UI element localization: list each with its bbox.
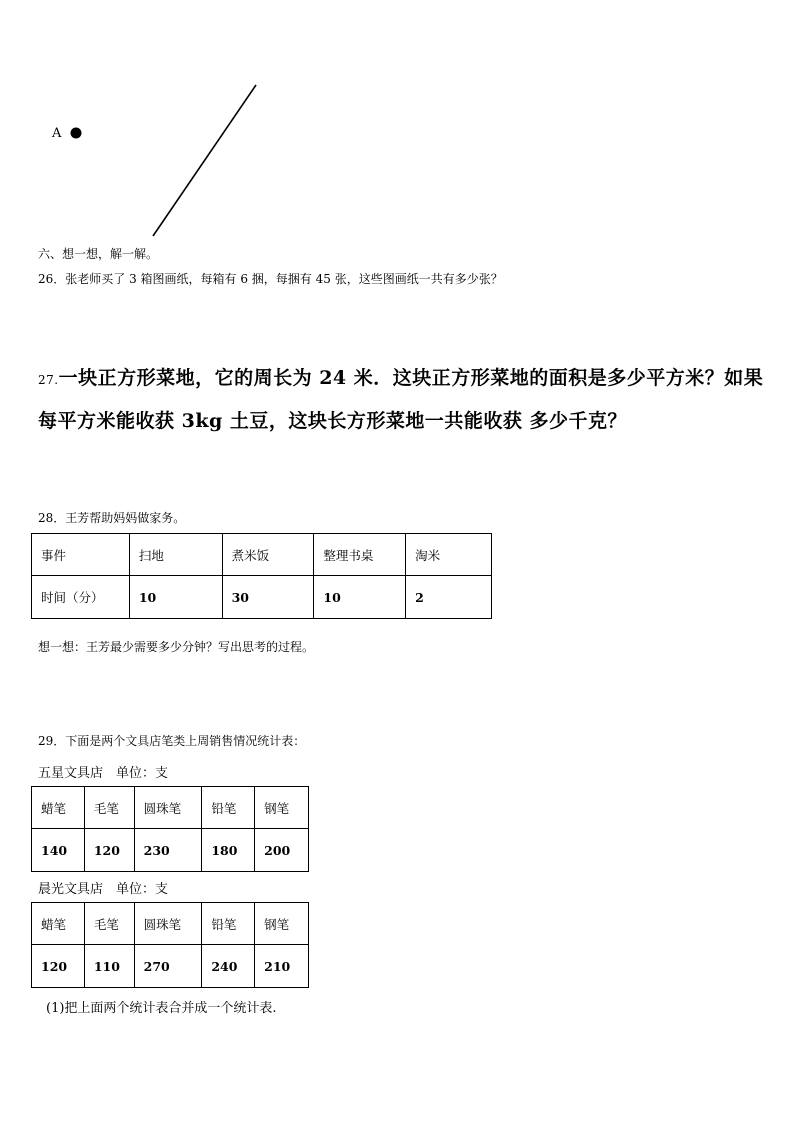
table-cell: 铅笔 bbox=[202, 903, 255, 945]
table-cell: 事件 bbox=[32, 534, 130, 576]
table-cell: 230 bbox=[134, 829, 202, 872]
table-cell: 扫地 bbox=[129, 534, 222, 576]
table-cell: 110 bbox=[84, 945, 134, 988]
question-28-prompt: 想一想：王芳最少需要多少分钟？写出思考的过程。 bbox=[38, 640, 315, 654]
table-cell: 整理书桌 bbox=[314, 534, 406, 576]
table-cell: 270 bbox=[134, 945, 202, 988]
table-cell: 140 bbox=[32, 829, 85, 872]
table-row bbox=[32, 576, 492, 619]
table-row bbox=[32, 903, 309, 945]
table-cell: 240 bbox=[202, 945, 255, 988]
point-a-label: A bbox=[52, 126, 62, 141]
table-row bbox=[32, 829, 309, 872]
question-26: 26．张老师买了 3 箱图画纸，每箱有 6 捆，每捆有 45 张，这些图画纸一共有多少张？ bbox=[38, 272, 503, 286]
table-cell: 10 bbox=[314, 576, 406, 619]
table-cell: 毛笔 bbox=[84, 903, 134, 945]
table-cell: 200 bbox=[255, 829, 309, 872]
store2-caption: 晨光文具店 单位：支 bbox=[38, 882, 169, 897]
table-cell: 180 bbox=[202, 829, 255, 872]
table-cell: 钢笔 bbox=[255, 903, 309, 945]
store1-table bbox=[31, 786, 309, 872]
store1-caption: 五星文具店 单位：支 bbox=[38, 766, 169, 781]
table-row bbox=[32, 945, 309, 988]
store2-table bbox=[31, 902, 309, 988]
table-cell: 120 bbox=[32, 945, 85, 988]
table-cell: 120 bbox=[84, 829, 134, 872]
table-cell: 10 bbox=[129, 576, 222, 619]
table-cell: 钢笔 bbox=[255, 787, 309, 829]
section-heading: 六、想一想，解一解。 bbox=[38, 247, 159, 261]
table-cell: 210 bbox=[255, 945, 309, 988]
table-cell: 圆珠笔 bbox=[134, 903, 202, 945]
table-cell: 蜡笔 bbox=[32, 903, 85, 945]
table-cell: 蜡笔 bbox=[32, 787, 85, 829]
table-cell: 煮米饭 bbox=[222, 534, 314, 576]
question-27-number: 27. bbox=[38, 373, 59, 387]
table-cell: 2 bbox=[406, 576, 492, 619]
table-cell: 铅笔 bbox=[202, 787, 255, 829]
point-a-dot bbox=[71, 128, 82, 139]
question-27-text-1: 一块正方形菜地，它的周长为 24 米．这块正方形菜地的面积是多少平方米？如果 bbox=[58, 367, 764, 389]
table-cell: 时间（分） bbox=[32, 576, 130, 619]
table-cell: 淘米 bbox=[406, 534, 492, 576]
question-29-title: 29．下面是两个文具店笔类上周销售情况统计表： bbox=[38, 734, 306, 748]
question-29-sub1: (1)把上面两个统计表合并成一个统计表. bbox=[46, 1001, 277, 1016]
table-cell: 圆珠笔 bbox=[134, 787, 202, 829]
slanted-line bbox=[153, 85, 256, 236]
question-27-line1 bbox=[38, 365, 763, 393]
geometry-figure bbox=[0, 0, 794, 250]
question-28-title: 28．王芳帮助妈妈做家务。 bbox=[38, 511, 186, 525]
table-cell: 30 bbox=[222, 576, 314, 619]
table-row bbox=[32, 787, 309, 829]
chores-table bbox=[31, 533, 492, 619]
table-cell: 毛笔 bbox=[84, 787, 134, 829]
question-27-line2: 每平方米能收获 3kg 土豆，这块长方形菜地一共能收获 多少千克？ bbox=[38, 410, 628, 432]
table-row bbox=[32, 534, 492, 576]
